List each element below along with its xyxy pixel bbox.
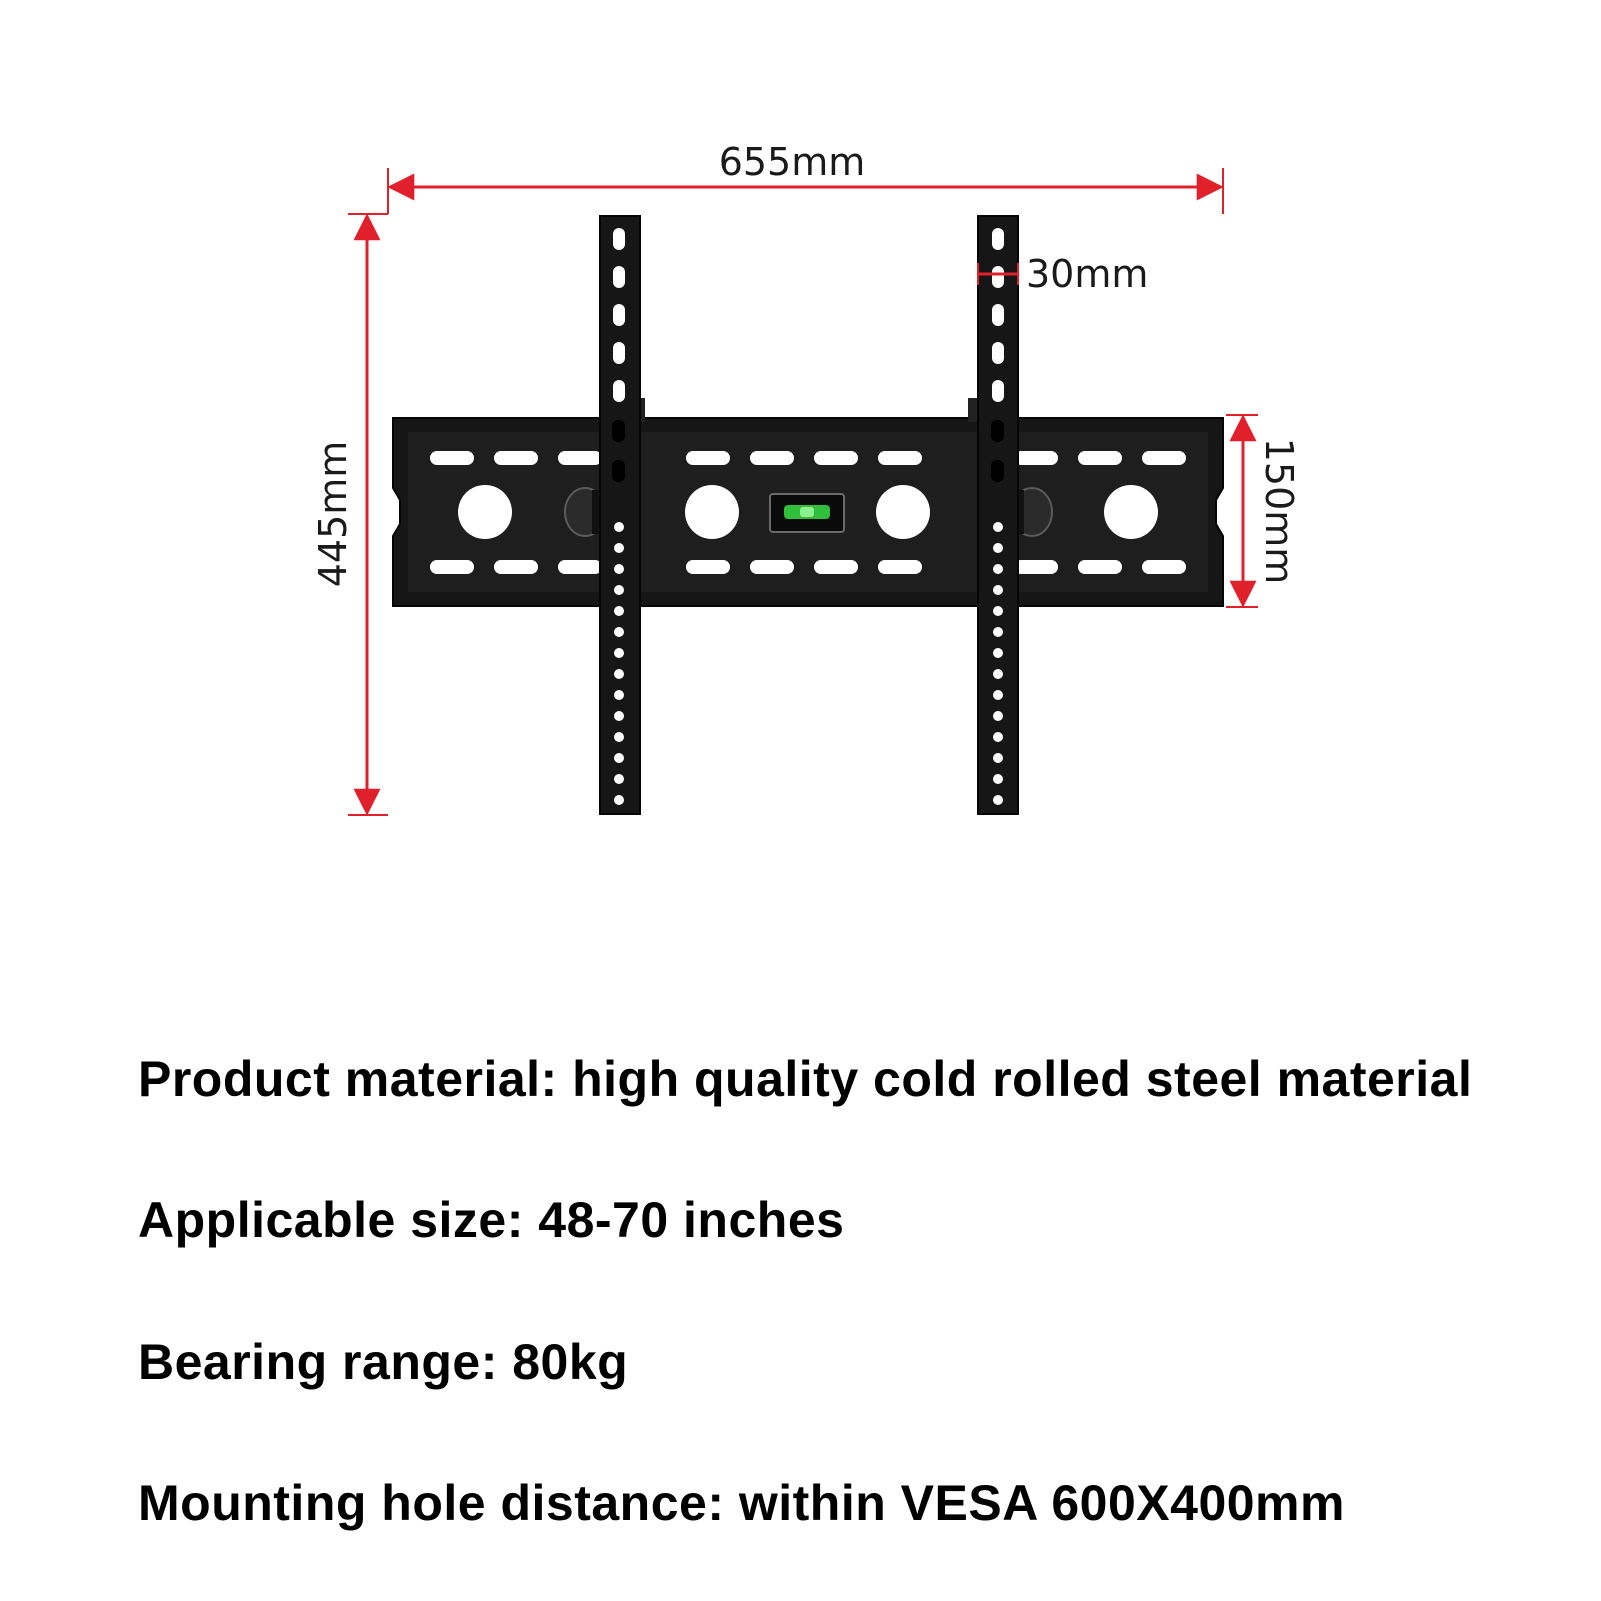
plate-height-dimension (1226, 415, 1301, 607)
plate-height-label: 150mm (1257, 437, 1301, 585)
height-label: 445mm (311, 440, 355, 588)
arm-width-label: 30mm (1026, 252, 1149, 296)
wall-plate (393, 418, 1223, 606)
width-dimension (388, 140, 1223, 214)
spec-bearing-range: Bearing range: 80kg (138, 1334, 629, 1390)
spec-applicable-size: Applicable size: 48-70 inches (138, 1192, 845, 1248)
height-dimension (311, 214, 388, 815)
width-label: 655mm (718, 140, 866, 184)
spec-mounting-hole-distance: Mounting hole distance: within VESA 600X400mm (138, 1475, 1345, 1531)
spec-material: Product material: high quality cold rolled steel material (138, 1051, 1473, 1107)
left-vertical-arm (600, 216, 645, 814)
bubble-level-icon (770, 494, 844, 532)
